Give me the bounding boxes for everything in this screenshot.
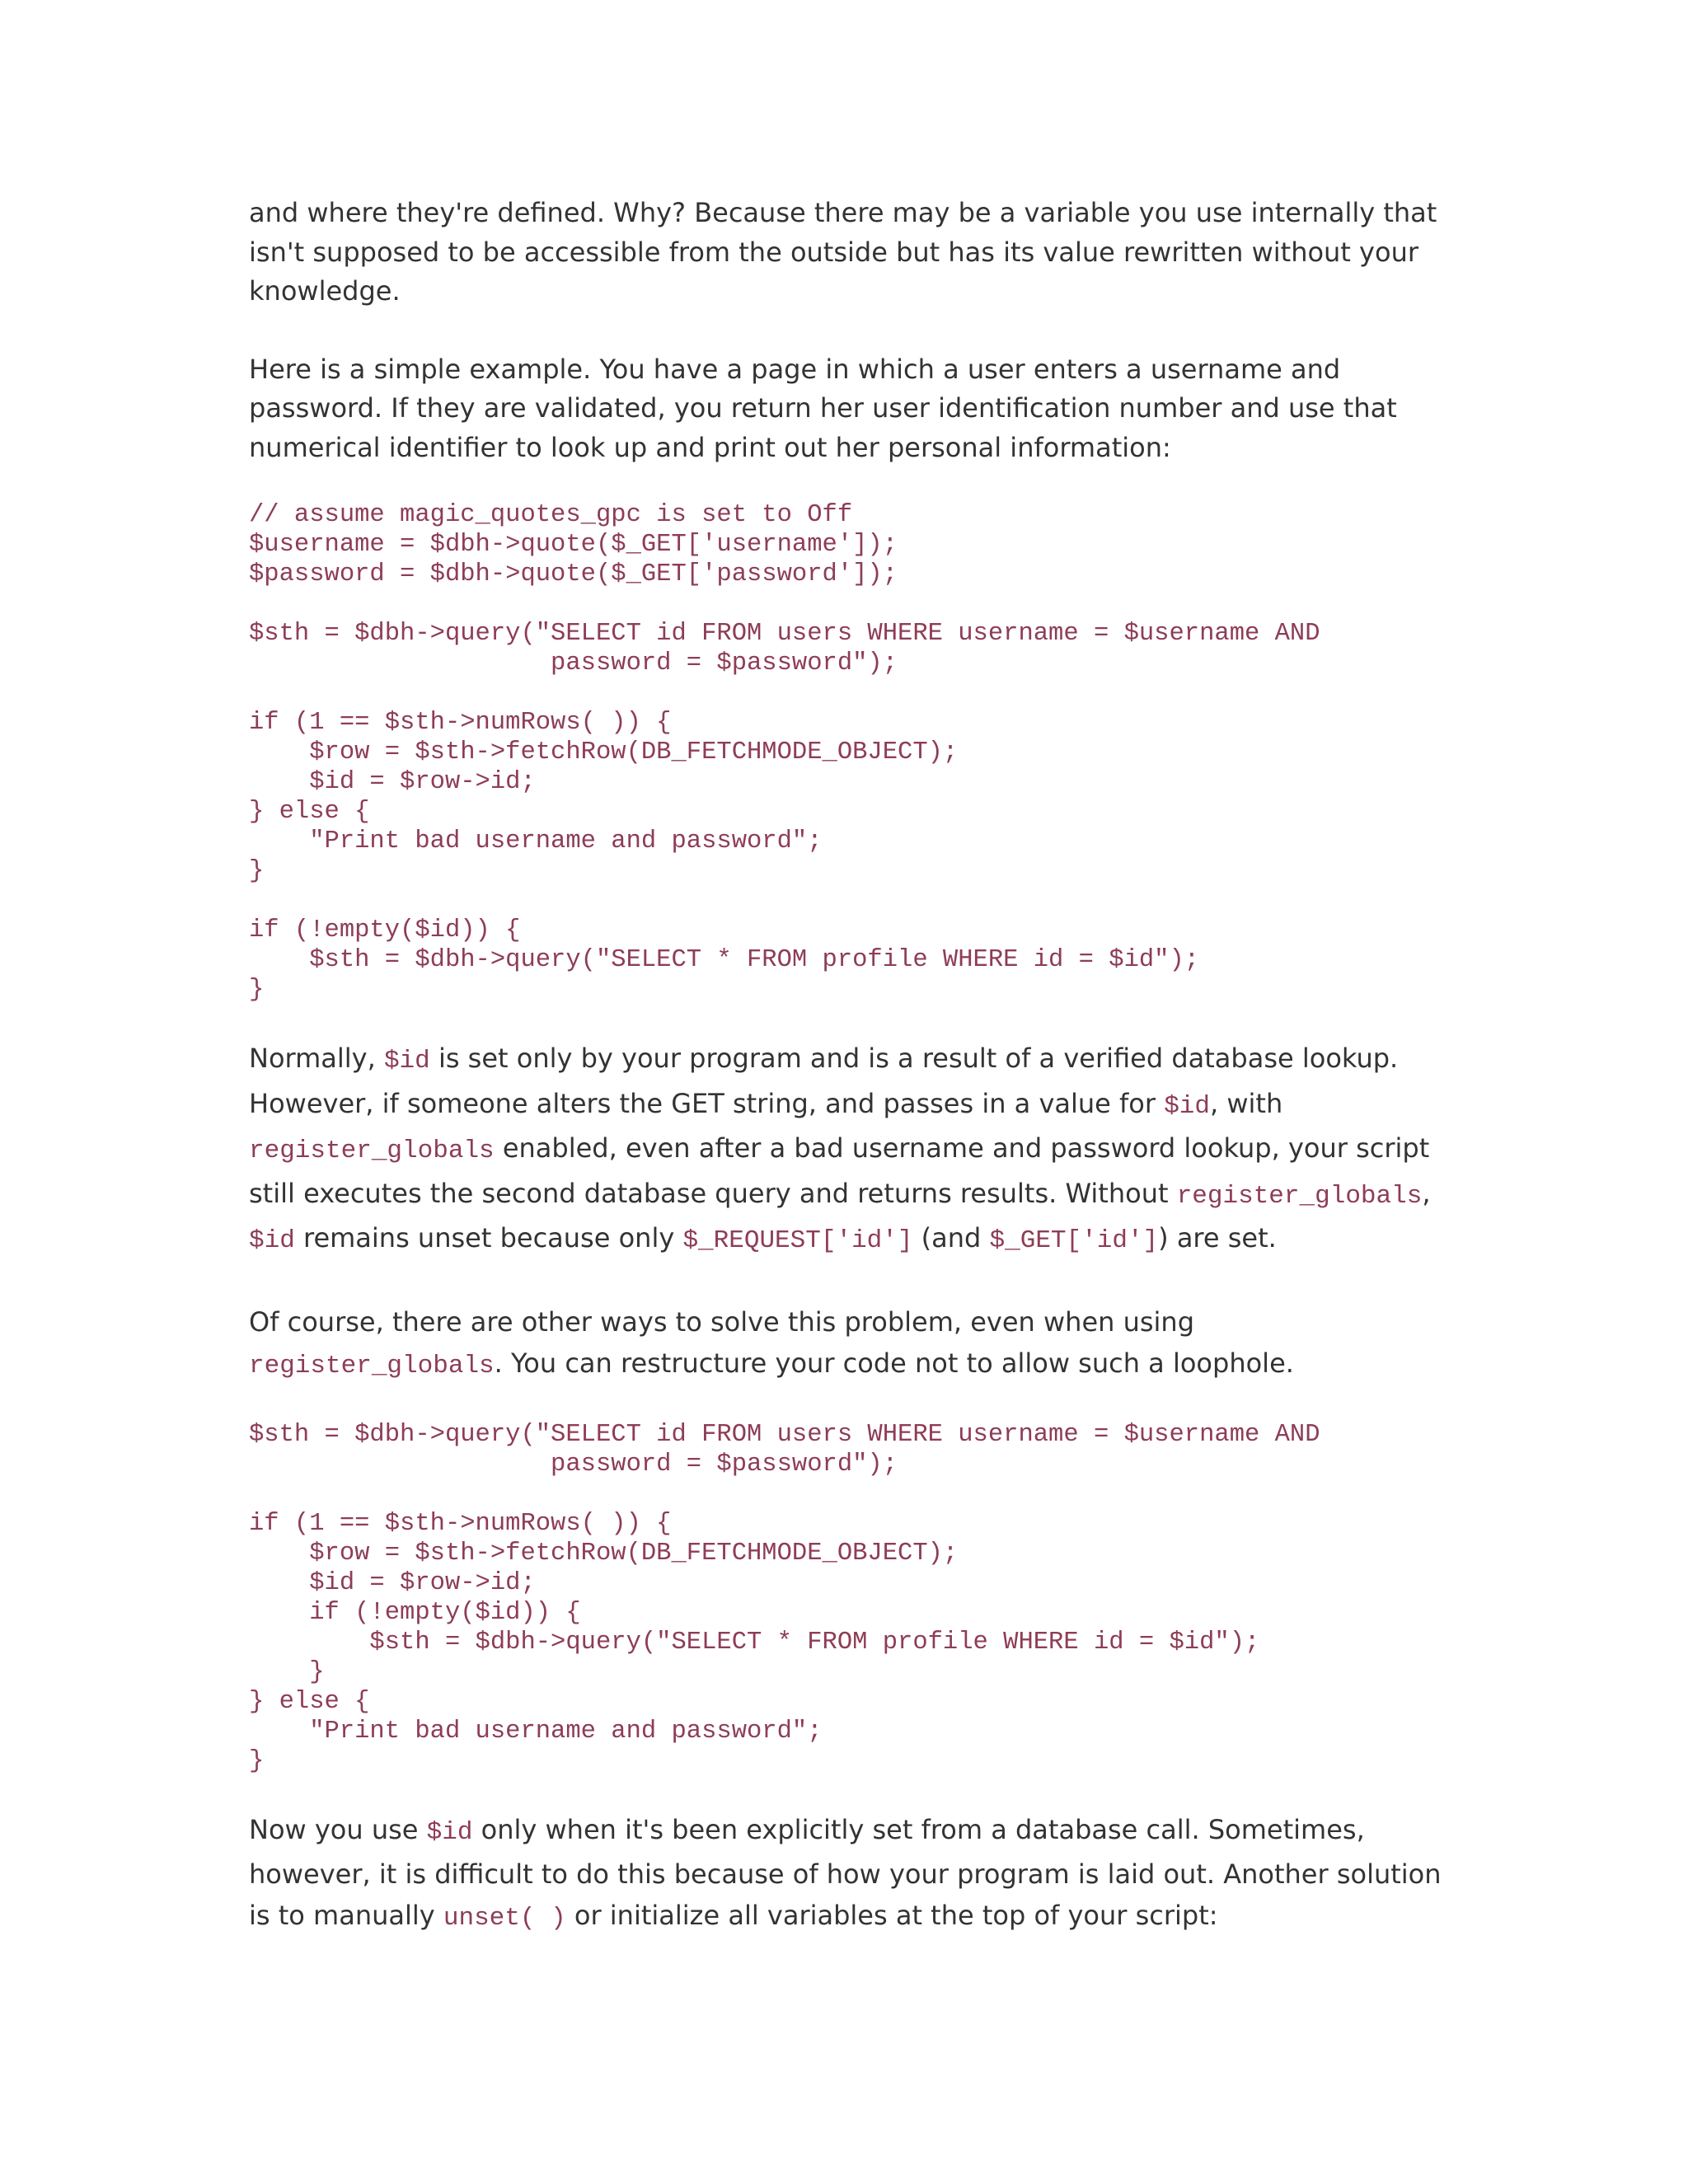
text-run: remains unset because only [294, 1222, 683, 1254]
code-block-register-globals-vulnerable: // assume magic_quotes_gpc is set to Off $username = $dbh->quote($_GET['username']); $password = $dbh->quote($_GET['password']); $sth = $dbh->query("SELECT id FROM users WHERE username = $username AND password = $password"); if (1 == $sth->numRows( )) { $row = $sth->fetchRow(DB_FETCHMODE_OBJECT); $id = $row->id; } else { "Print bad username and password"; } if (!empty($id)) { $sth = $dbh->query("SELECT * FROM profile WHERE id = $id"); } [249, 501, 1320, 1004]
text-run: (and [912, 1222, 990, 1254]
paragraph-other-ways [249, 1301, 1452, 1387]
spacer [249, 1776, 1452, 1809]
inline-code-id: $id [1164, 1091, 1210, 1121]
inline-code-id: $id [383, 1047, 430, 1076]
paragraph-variables-defined: and where they're defined. Why? Because there may be a variable you use internally that isn't supposed to be accessible from the outside but has its value rewritten without your knowledge. [249, 197, 1437, 307]
paragraph-normally-id [249, 1038, 1452, 1263]
text-run: . You can restructure your code not to allow such a loophole. [494, 1347, 1294, 1379]
code-block-restructured: $sth = $dbh->query("SELECT id FROM users WHERE username = $username AND password = $password"); if (1 == $sth->numRows( )) { $row = $sth->fetchRow(DB_FETCHMODE_OBJECT); $id = $row->id; if (!empty($id)) { $sth = $dbh->query("SELECT * FROM profile WHERE id = $id"); } } else { "Print bad username and password"; } [249, 1420, 1320, 1775]
inline-code-register-globals: register_globals [249, 1351, 495, 1380]
text-run: enabled, even after a bad username and password lookup, your script still executes the second database query and returns results. Without [249, 1132, 1430, 1209]
inline-code-request-id: $_REQUEST['id'] [682, 1226, 913, 1255]
inline-code-register-globals: register_globals [1176, 1181, 1423, 1211]
spacer [249, 312, 1452, 350]
text-run: , with [1210, 1087, 1283, 1119]
spacer [249, 467, 1452, 500]
spacer [249, 1005, 1452, 1038]
inline-code-get-id: $_GET['id'] [989, 1226, 1159, 1255]
text-run: is set only by your program and is a result of a verified database lookup. However, if someone alters the GET string, and passes in a value for [249, 1043, 1399, 1119]
text-run: Now you use [249, 1813, 427, 1845]
spacer [249, 1387, 1452, 1420]
inline-code-unset: unset( ) [443, 1903, 566, 1933]
text-run: or initialize all variables at the top of your script: [565, 1899, 1218, 1931]
spacer [249, 1263, 1452, 1301]
text-run: ) are set. [1158, 1222, 1277, 1254]
paragraph-simple-example: Here is a simple example. You have a page in which a user enters a username and password. If they are validated, you return her user identification number and use that numerical identifier to look up and print out her personal information: [249, 353, 1397, 463]
inline-code-id: $id [426, 1817, 473, 1847]
text-run: Normally, [249, 1043, 384, 1074]
paragraph-now-you-use-id [249, 1809, 1452, 1939]
inline-code-register-globals: register_globals [249, 1137, 495, 1165]
text-run: only when it's been explicitly set from a database call. Sometimes, however, it is difficult to do this because of how your program is laid out. Another solution is to manually [249, 1813, 1442, 1931]
document-page [249, 194, 1452, 1939]
text-run: , [1422, 1177, 1431, 1209]
text-run: Of course, there are other ways to solve this problem, even when using [249, 1305, 1195, 1338]
inline-code-id: $id [249, 1226, 295, 1255]
